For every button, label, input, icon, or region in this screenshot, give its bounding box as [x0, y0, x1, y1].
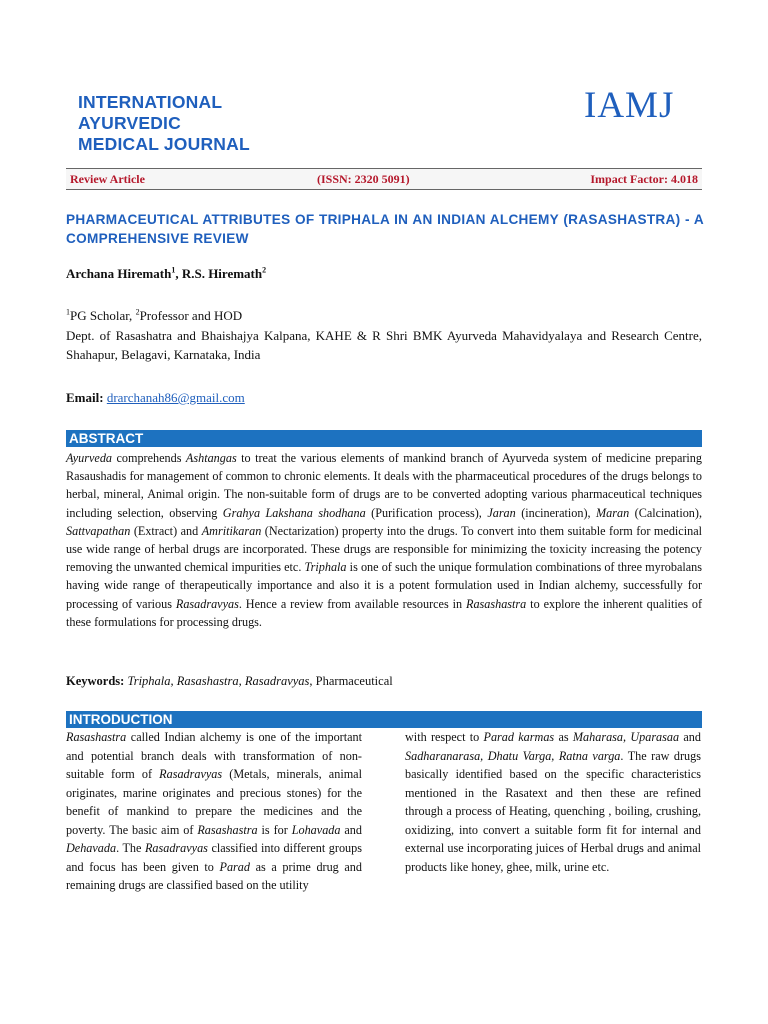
keywords-label: Keywords: — [66, 674, 125, 688]
text-run: comprehends — [112, 451, 186, 465]
abstract-heading: ABSTRACT — [66, 430, 702, 447]
italic-term: Maharasa, Uparasaa — [572, 730, 680, 744]
text-run: (incineration), — [515, 505, 597, 520]
italic-term: Ayurveda — [66, 451, 113, 465]
text-run: and — [340, 822, 362, 837]
keywords-line — [66, 674, 393, 689]
text-run: as — [554, 730, 573, 744]
text-run: with respect to — [405, 730, 484, 744]
keywords-rest: , Pharmaceutical — [309, 674, 393, 688]
italic-term: Rasashastra — [466, 596, 527, 611]
italic-term: Lohavada — [291, 822, 341, 837]
italic-term: Dehavada — [66, 841, 117, 855]
author-role: Professor and HOD — [139, 308, 243, 323]
email-link[interactable]: drarchanah86@gmail.com — [106, 390, 245, 405]
italic-term: Parad — [219, 859, 250, 874]
italic-term: Maran — [596, 505, 630, 520]
italic-term: Rasadravyas — [144, 841, 208, 855]
italic-term: Sattvapathan — [66, 523, 131, 538]
department-address: Dept. of Rasashatra and Bhaishajya Kalpana, KAHE & R Shri BMK Ayurveda Mahavidyalaya and Research Centre, Shahapur, Belagavi, Karnataka, India — [66, 327, 702, 362]
text-run: . The raw drugs basically identified based on the specific characteristics mentioned in the Rasatext and then these are refined through a process of Heating, quenching , boiling, crushing, oxidizing, into convert a suitable form fit for internal and external use incorporating juices of Herbal drugs and animal products like honey, ghee, milk, urine etc. — [405, 748, 701, 874]
author-role: PG Scholar, — [70, 308, 136, 323]
italic-term: Ashtangas — [185, 451, 237, 465]
journal-name — [78, 92, 250, 155]
email-label: Email: — [66, 390, 104, 405]
italic-term: Parad karmas — [483, 730, 555, 744]
text-run: is for — [257, 822, 292, 837]
italic-term: Rasashastra — [197, 822, 258, 837]
author-list — [66, 266, 266, 282]
text-run: (Metals, minerals, animal originates, marine originates and precious stones) for the benefit of mankind to prepare the medicines and the poverty. The basic aim of — [66, 767, 362, 837]
affiliation-mark: 1 — [66, 307, 70, 317]
text-run: to explore the inherent qualities of these formulations for processing drugs. — [66, 596, 702, 629]
italic-term: Jaran — [487, 505, 516, 520]
italic-term: Triphala — [304, 560, 347, 575]
journal-logo: IAMJ — [584, 85, 675, 126]
italic-term: Rasashastra — [66, 730, 127, 744]
journal-name-line: INTERNATIONAL — [78, 92, 223, 112]
italic-term: Sadharanarasa, Dhatu Varga, Ratna varga — [405, 748, 621, 763]
italic-term: Amritikaran — [201, 523, 262, 538]
text-run: (Purification process), — [365, 505, 488, 520]
author-name: Archana Hiremath — [66, 266, 172, 281]
journal-name-line: AYURVEDIC — [78, 113, 181, 133]
impact-factor: Impact Factor: 4.018 — [590, 172, 698, 186]
text-run: to treat the various elements of mankind branch of Ayurveda system of medicine preparing Rasaushadis for management of common to chronic elements. It deals with the pharmaceutical procedures of the drugs belongs to herbal, mineral, Animal origin. The non-suitable form of drugs are to be converted adopting various pharmaceutical techniques including selection, observing — [66, 451, 702, 520]
text-run: called Indian alchemy is one of the important and potential branch deals with transformation of non-suitable form of — [66, 730, 362, 781]
text-run: . The — [116, 841, 145, 855]
issn: (ISSN: 2320 5091) — [317, 172, 410, 186]
abstract-body — [66, 449, 702, 631]
italic-term: Rasadravyas — [175, 596, 239, 611]
keywords-italic: Triphala, Rasashastra, Rasadravyas — [127, 674, 310, 688]
text-run: (Calcination), — [629, 505, 702, 520]
introduction-column-right — [405, 728, 701, 876]
affiliation-mark: 2 — [135, 307, 140, 317]
author-separator: , — [175, 266, 182, 281]
text-run: as a prime drug and remaining drugs are classified based on the utility — [66, 859, 362, 892]
italic-term: Grahya Lakshana shodhana — [222, 505, 366, 520]
author-affiliation-mark: 2 — [262, 265, 267, 275]
article-title: PHARMACEUTICAL ATTRIBUTES OF TRIPHALA IN AN INDIAN ALCHEMY (RASASHASTRA) - A COMPREHENSIVE REVIEW — [66, 212, 704, 246]
affiliation — [66, 306, 702, 365]
introduction-column-left — [66, 728, 362, 895]
author-name: R.S. Hiremath — [181, 266, 263, 281]
article-type: Review Article — [70, 172, 145, 186]
text-run: classified into different groups and focus has been given to — [66, 841, 362, 874]
author-affiliation-mark: 1 — [171, 265, 176, 275]
journal-name-line: MEDICAL JOURNAL — [78, 134, 250, 154]
text-run: is one of such the unique formulation combinations of three myrobalans having wide range of therapeutically importance and also it is a potent formulation used in Indian alchemy, successfully for processing of various — [66, 560, 703, 611]
italic-term: Rasadravyas — [159, 767, 223, 781]
text-run: and — [679, 730, 701, 744]
introduction-heading: INTRODUCTION — [66, 711, 702, 728]
text-run: . Hence a review from available resources in — [238, 596, 466, 611]
text-run: (Extract) and — [130, 523, 202, 538]
article-meta-bar — [66, 168, 702, 190]
email-line — [66, 390, 245, 406]
text-run: (Nectarization) property into the drugs. To convert into them suitable form for medicinal use wide range of herbal drugs are incorporated. These drugs are responsible for minimizing the toxicity increasing the potency removing the unwanted chemical impurities etc. — [66, 523, 702, 575]
author-roles — [66, 306, 702, 326]
